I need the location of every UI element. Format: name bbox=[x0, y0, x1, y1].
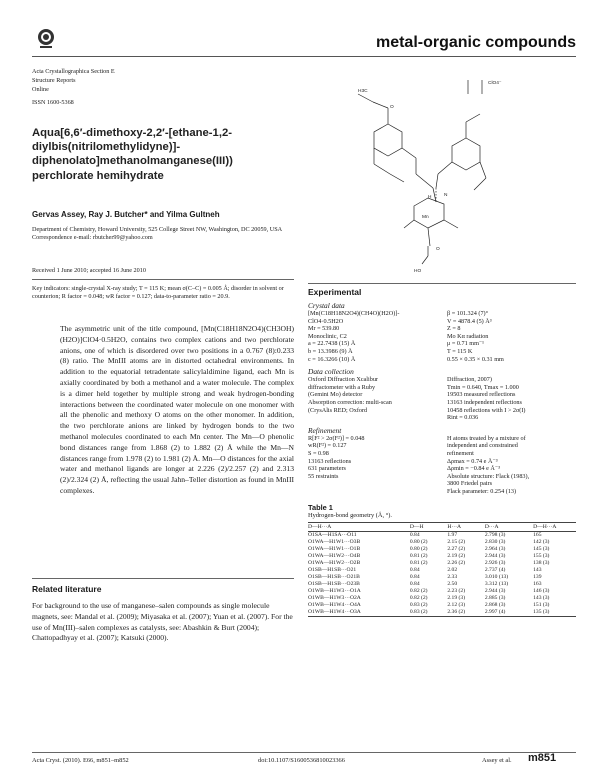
column-header: H···A bbox=[447, 523, 485, 532]
table-cell: O1WA—H1W1···O3B bbox=[308, 539, 361, 546]
collection-line: 19503 measured reflections bbox=[447, 391, 516, 399]
collection-line: 10458 reflections with I > 2σ(I) bbox=[447, 406, 526, 414]
table-cell: 145 (3) bbox=[533, 546, 550, 553]
table1-block bbox=[308, 503, 576, 617]
manganese-label: Mn bbox=[422, 215, 429, 220]
table-cell: 3.010 (13) bbox=[484, 574, 509, 581]
divider bbox=[32, 578, 294, 579]
table-cell: 2.997 (4) bbox=[485, 609, 533, 617]
refinement-heading: Refinement bbox=[308, 425, 342, 435]
affiliation: Department of Chemistry, Howard University, 525 College Street NW, Washington, DC 20059, USA bbox=[32, 226, 283, 233]
table-cell: 0.84 bbox=[409, 567, 420, 574]
table-cell: 2.19 (2) bbox=[447, 553, 466, 560]
key-indicators: Key indicators: single-crystal X-ray study; T = 115 K; mean σ(C–C) = 0.005 Å; disorder in solvent or counterion; R factor = 0.048; wR factor = 0.127; data-to-parameter ratio = 20.9. bbox=[32, 285, 284, 301]
crystal-data-line: T = 115 K bbox=[447, 347, 473, 355]
table-header-row bbox=[308, 523, 576, 532]
table-cell: O1WA—H1W1···O1B bbox=[308, 546, 361, 553]
table-cell: 3.312 (13) bbox=[484, 581, 509, 588]
journal-name: Acta Crystallographica Section E bbox=[32, 68, 115, 75]
page-number: m851 bbox=[528, 752, 557, 764]
table-cell: 139 bbox=[533, 574, 542, 581]
data-collection bbox=[308, 376, 576, 422]
affiliation-block bbox=[32, 226, 302, 243]
table-cell: 2.02 bbox=[447, 567, 458, 574]
collection-line: Diffraction, 2007) bbox=[447, 376, 492, 384]
table-cell: 0.83 (2) bbox=[409, 602, 428, 609]
table1-title: Table 1 bbox=[308, 503, 333, 513]
table-cell: 2.964 (3) bbox=[484, 546, 506, 553]
crystal-data-line: μ = 0.71 mm⁻¹ bbox=[447, 340, 485, 348]
table-cell: O1WB—H1W3···O1A bbox=[308, 588, 361, 595]
article-title: Aqua[6,6′-dimethoxy-2,2′-[ethane-1,2-diylbis(nitrilomethylidyne)]-diphenolato]methanolmanganese(III)) perchlorate hemihydrate bbox=[32, 127, 233, 182]
collection-line: Tmin = 0.640, Tmax = 1.000 bbox=[447, 383, 519, 391]
table-cell: 0.81 (2) bbox=[409, 560, 428, 567]
crystal-data-line: Mr = 539.80 bbox=[308, 325, 340, 333]
experimental-section bbox=[308, 283, 576, 617]
crystal-data-line: Z = 8 bbox=[447, 325, 461, 333]
oxygen-label: O bbox=[390, 105, 394, 110]
crystal-data-line: Monoclinic, C2 bbox=[308, 332, 347, 340]
divider bbox=[308, 283, 576, 284]
refinement-line: H atoms treated by a mixture of bbox=[447, 434, 526, 442]
table-cell: O1SB—H1SB···O21B bbox=[308, 574, 360, 581]
table-cell: 0.80 (2) bbox=[409, 546, 428, 553]
table-cell: 2.23 (2) bbox=[447, 588, 466, 595]
table-row bbox=[308, 560, 576, 567]
table-cell: 2.944 (3) bbox=[484, 553, 506, 560]
table-cell: 2.19 (3) bbox=[447, 595, 466, 602]
table-cell: 2.26 (2) bbox=[447, 560, 466, 567]
table-cell: 151 (3) bbox=[533, 602, 550, 609]
table-cell: 143 (3) bbox=[533, 595, 550, 602]
header-rule bbox=[32, 56, 576, 57]
table-cell: 0.84 bbox=[409, 574, 420, 581]
table-cell: O1WB—H1W3···O2A bbox=[308, 595, 361, 602]
received-dates: Received 1 June 2010; accepted 16 June 2010 bbox=[32, 267, 146, 274]
crystal-data-line: β = 101.324 (7)° bbox=[447, 310, 489, 317]
collection-line: Absorption correction: multi-scan bbox=[308, 398, 392, 406]
abstract-text: The asymmetric unit of the title compound, [Mn(C18H18N2O4)(CH3OH)(H2O)]ClO4·0.5H2O, contains two complex cations and two perchlorate anions, one of which is disordered over two positions in a 0.767 (8):0.233 (8) ratio. The MnIII atoms are in distorted octahedral environments. In addition to the equatorial tetradentate salicylaldimine ligand, each Mn is axially coordinated by both a methanol and a water molecule. The complex is a dimer held together by multiple strong and weak hydrogen-bonding interactions between the coordinated water molecule on one monomer with all the phenolic and methoxy O atoms on the other monomer. In addition, the two perchlorate anions are linked by hydrogen bonds to the two methanol molecules coordinated to each Mn center. The Mn—O phenolic bond distances range from 1.868 (2) to 1.882 (2) Å while the Mn—N distances range from 1.978 (2) to 1.981 (2) Å. Mn—O distances for the axial water and methanol ligands are longer at 2.226 (2)/2.257 (2) and 2.313 (2)/2.324 (2) Å, reflecting the usual Jahn–Teller distortion as found in MnIII complexes. bbox=[60, 324, 294, 495]
experimental-heading: Experimental bbox=[308, 287, 362, 297]
iucr-logo bbox=[36, 28, 56, 50]
table-cell: O1SB—H1SB···O21 bbox=[308, 567, 357, 574]
table-cell: 2.944 (3) bbox=[484, 588, 506, 595]
table-cell: 163 bbox=[533, 581, 542, 588]
footer-rule bbox=[32, 752, 576, 753]
refinement-line: Absolute structure: Flack (1983), bbox=[447, 472, 530, 480]
table-cell: 143 bbox=[533, 567, 542, 574]
column-header: D···A bbox=[485, 523, 533, 532]
methyl-label: H3C bbox=[358, 89, 368, 94]
table-row bbox=[308, 567, 576, 574]
table-cell: 0.80 (2) bbox=[409, 539, 428, 546]
table-cell: 0.81 (2) bbox=[409, 553, 428, 560]
crystal-data-line: b = 13.3986 (9) Å bbox=[308, 347, 353, 355]
table-cell: O1SB—H1SB···O23B bbox=[308, 581, 360, 588]
authors: Gervas Assey, Ray J. Butcher* and Yilma Gultneh bbox=[32, 210, 220, 219]
refinement-line: Δρmin = −0.84 e Å⁻³ bbox=[447, 465, 501, 473]
journal-section-heading: metal-organic compounds bbox=[375, 34, 576, 51]
column-header: D—H···A bbox=[533, 523, 576, 532]
hydroxy-label: HO bbox=[414, 269, 422, 274]
collection-line: Rint = 0.036 bbox=[447, 414, 479, 422]
crystal-data bbox=[308, 310, 576, 363]
table-cell: O1WA—H1W2···O4B bbox=[308, 553, 361, 560]
crystal-data-line: a = 22.7438 (15) Å bbox=[308, 340, 356, 348]
table-cell: 0.82 (2) bbox=[409, 588, 428, 595]
table-cell: 0.84 bbox=[409, 581, 420, 588]
table-cell: 1.97 bbox=[447, 532, 458, 539]
table-cell: 135 (3) bbox=[533, 609, 576, 617]
related-literature-heading: Related literature bbox=[32, 584, 102, 594]
table-cell: 2.868 (3) bbox=[484, 602, 506, 609]
crystal-data-line: Mo Kα radiation bbox=[447, 332, 489, 340]
table1-caption: Hydrogen-bond geometry (Å, °). bbox=[308, 512, 393, 520]
column-header: D—H···A bbox=[308, 523, 410, 532]
table-cell: O1WA—H1W2···O2B bbox=[308, 560, 361, 567]
table-cell: 2.12 (3) bbox=[447, 602, 466, 609]
table-row bbox=[308, 574, 576, 581]
table-cell: 146 (3) bbox=[533, 588, 550, 595]
refinement-line: 3800 Friedel pairs bbox=[447, 480, 493, 488]
table-row bbox=[308, 609, 576, 617]
refinement-line: 631 parameters bbox=[308, 465, 346, 473]
perchlorate-label: ClO4⁻ bbox=[488, 81, 502, 86]
nitrogen-label: N bbox=[444, 193, 448, 198]
footer-citation: Acta Cryst. (2010). E66, m851–m852 bbox=[32, 757, 129, 764]
hydrogen-bond-table bbox=[308, 522, 576, 617]
footer-authors: Assey et al. bbox=[482, 757, 512, 764]
divider bbox=[32, 279, 294, 280]
related-literature-text: For background to the use of manganese–salen compounds as single molecule magnets, see: Mandal et al. (2009); Miyasaka et al. (2007); Yuan et al. (2007). For the use of Mn(III)–salen complexes as catalysts, see: Abashkin & Burt (2004); Chattopadhyay et al. (2007); Katsuki (2000). bbox=[32, 601, 293, 643]
table-cell: 0.84 bbox=[409, 532, 420, 539]
table-cell: 2.737 (4) bbox=[484, 567, 506, 574]
refinement-line: Δρmax = 0.74 e Å⁻³ bbox=[447, 457, 498, 465]
collection-line: 13163 independent reflections bbox=[447, 398, 522, 406]
table-cell: 2.798 (3) bbox=[484, 532, 506, 539]
refinement-line: wR(F²) = 0.127 bbox=[308, 442, 347, 450]
table-cell: 2.830 (3) bbox=[484, 539, 506, 546]
table-cell: 165 bbox=[533, 532, 542, 539]
table-cell: O1WB—H1W4···O4A bbox=[308, 602, 361, 609]
refinement-line: R[F² > 2σ(F²)] = 0.048 bbox=[308, 434, 365, 442]
table-cell: O1SA—H1SA···O11 bbox=[308, 532, 357, 539]
crystal-data-heading: Crystal data bbox=[308, 301, 345, 310]
crystal-data-line: ClO4·0.5H2O bbox=[308, 317, 344, 325]
refinement bbox=[308, 435, 576, 496]
footer-doi: doi:10.1107/S1600536810023366 bbox=[258, 757, 345, 764]
series-name: Structure Reports bbox=[32, 77, 76, 84]
refinement-line: S = 0.98 bbox=[308, 449, 329, 457]
table-cell: 2.36 (2) bbox=[447, 609, 485, 617]
refinement-line: independent and constrained bbox=[447, 442, 518, 450]
table-cell: 138 (3) bbox=[533, 560, 550, 567]
table-cell: 0.83 (2) bbox=[410, 609, 448, 617]
crystal-data-line: c = 16.3266 (10) Å bbox=[308, 355, 356, 363]
crystal-data-line: [Mn(C18H18N2O4)(CH4O)(H2O)]- bbox=[308, 310, 400, 317]
refinement-line: 55 restraints bbox=[308, 472, 339, 480]
table-cell: 2.926 (3) bbox=[484, 560, 506, 567]
collection-line: (Gemini Mo) detector bbox=[308, 391, 363, 399]
correspondence: Correspondence e-mail: rbutcher99@yahoo.com bbox=[32, 234, 153, 242]
data-collection-heading: Data collection bbox=[308, 367, 354, 377]
table-cell: 2.27 (2) bbox=[447, 546, 466, 553]
crystal-data-line: V = 4878.4 (5) Å³ bbox=[447, 317, 492, 325]
table-cell: 142 (3) bbox=[533, 539, 550, 546]
refinement-line: refinement bbox=[447, 449, 474, 457]
refinement-line: 13163 reflections bbox=[308, 457, 352, 465]
hydrogen-label: H bbox=[428, 195, 432, 200]
oxygen-bottom-label: O bbox=[436, 247, 440, 252]
table-cell: 2.33 bbox=[447, 574, 458, 581]
table-cell: 155 (3) bbox=[533, 553, 550, 560]
online-label: Online bbox=[32, 86, 49, 93]
column-header: D—H bbox=[410, 523, 448, 532]
table-cell: 2.15 (2) bbox=[447, 539, 466, 546]
table-cell: 2.885 (3) bbox=[484, 595, 506, 602]
collection-line: diffractometer with a Ruby bbox=[308, 383, 376, 391]
collection-line: Oxford Diffraction Xcalibur bbox=[308, 376, 378, 384]
issn: ISSN 1600-5368 bbox=[32, 99, 74, 106]
abstract bbox=[60, 324, 294, 497]
refinement-line: Flack parameter: 0.254 (13) bbox=[447, 487, 517, 495]
table-cell: O1WB—H1W4···O3A bbox=[308, 609, 410, 617]
molecule-diagram bbox=[318, 78, 558, 280]
collection-line: (CrysAlis RED; Oxford bbox=[308, 406, 368, 414]
table-cell: 2.50 bbox=[447, 581, 458, 588]
table-cell: 0.82 (2) bbox=[409, 595, 428, 602]
crystal-data-line: 0.55 × 0.35 × 0.31 mm bbox=[447, 355, 504, 363]
